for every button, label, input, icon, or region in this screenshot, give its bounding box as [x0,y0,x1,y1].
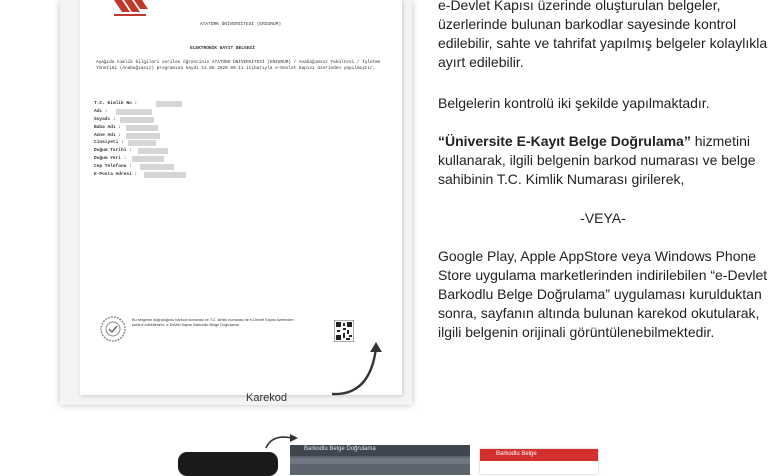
document-title: ELEKTRONİK KAYIT BELGESİ [190,46,255,51]
karekod-label: Karekod [246,392,287,404]
service-description: hizmetini kullanarak, ilgili belgenin barkod numarası ve belge sahibinin T.C. Kimlik Numarası girilerek, [438,133,756,187]
qr-code-icon [334,320,354,342]
or-separator: -VEYA- [580,210,626,226]
paragraph-two-ways: Belgelerin kontrolü iki şekilde yapılmaktadır. [438,95,710,111]
verification-text: Bu belgenin doğruluğunu barkod numarası ve T.C. kimlik numarası ile e-Devlet Kapısı üzerinden kontrol edebilirsiniz. e-Devlet Kapısı Barkodlu Belge Doğrulama [132,318,294,327]
app-screen-verify [290,445,470,475]
paragraph-service [438,132,768,189]
redacted-value [116,109,152,115]
app-result-title: Barkodlu Belge [496,451,537,457]
arrow-to-qr-icon [330,340,390,400]
field-label: E-Posta Adresi : [94,172,138,178]
field-label: Anne Adı : [94,132,122,138]
redacted-value [138,148,168,154]
app-input-strip [290,458,470,464]
field-label: Soyadı : [94,116,116,122]
app-screen-title: Barkodlu Belge Doğrulama [304,446,376,452]
redacted-value [126,133,160,139]
redacted-value [128,140,156,146]
paragraph-barcode-control: e-Devlet Kapısı üzerinde oluşturulan belgeler, üzerlerinde bulunan barkodlar sayesinde kontrol edilebilir, sahte ve tahrifat yapılmış belgeler kolaylıkla ayırt edilebilir. [438,0,768,70]
field-label: Doğum Tarihi : [94,148,132,154]
seal-icon [100,316,126,342]
service-name: “Üniversite E-Kayıt Belge Doğrulama” [438,133,691,149]
redacted-value [120,117,154,123]
redacted-value [144,172,186,178]
field-label: Cinsiyeti : [94,140,124,146]
redacted-value [132,156,164,162]
field-label: Doğum Yeri : [94,156,127,162]
paragraph-app: Google Play, Apple AppStore veya Windows Phone Store uygulama marketlerinden indirilebilen “e-Devlet Barkodlu Belge Doğrulama” uygulaması kurulduktan sonra, sayfanın altında bulunan karekod okutularak, ilgili belgenin orijinali görüntülenebilmektedir. [438,248,768,340]
document-image [60,0,412,405]
university-logo-icon [110,0,150,24]
field-label: Cep Telefonu : [94,164,132,170]
document-intro: Aşağıda kimlik bilgileri verilen öğrencinin ATATÜRK ÜNİVERSİTESİ (ERZURUM) / Anabağımsız Fakültesi / İşletme Yönetimi (Anabağımsız) programına kaydı 11.08.2020 09:11 itibarıyla e-Devlet Kapısı üzerinden yapılmıştır. [96,60,381,71]
app-header-red [480,449,598,461]
app-screen-result [480,449,598,474]
field-label: Baba Adı : [94,124,122,130]
document-paper [80,0,402,395]
university-name: ATATÜRK ÜNİVERSİTESİ (ERZURUM) [200,22,282,27]
redacted-value [140,164,174,170]
field-label: Adı : [94,108,108,114]
redacted-value [126,125,158,131]
redacted-value [156,101,182,107]
field-label: T.C. Kimlik No : [94,101,138,106]
app-header [290,445,470,456]
phone-device-icon [178,452,278,476]
